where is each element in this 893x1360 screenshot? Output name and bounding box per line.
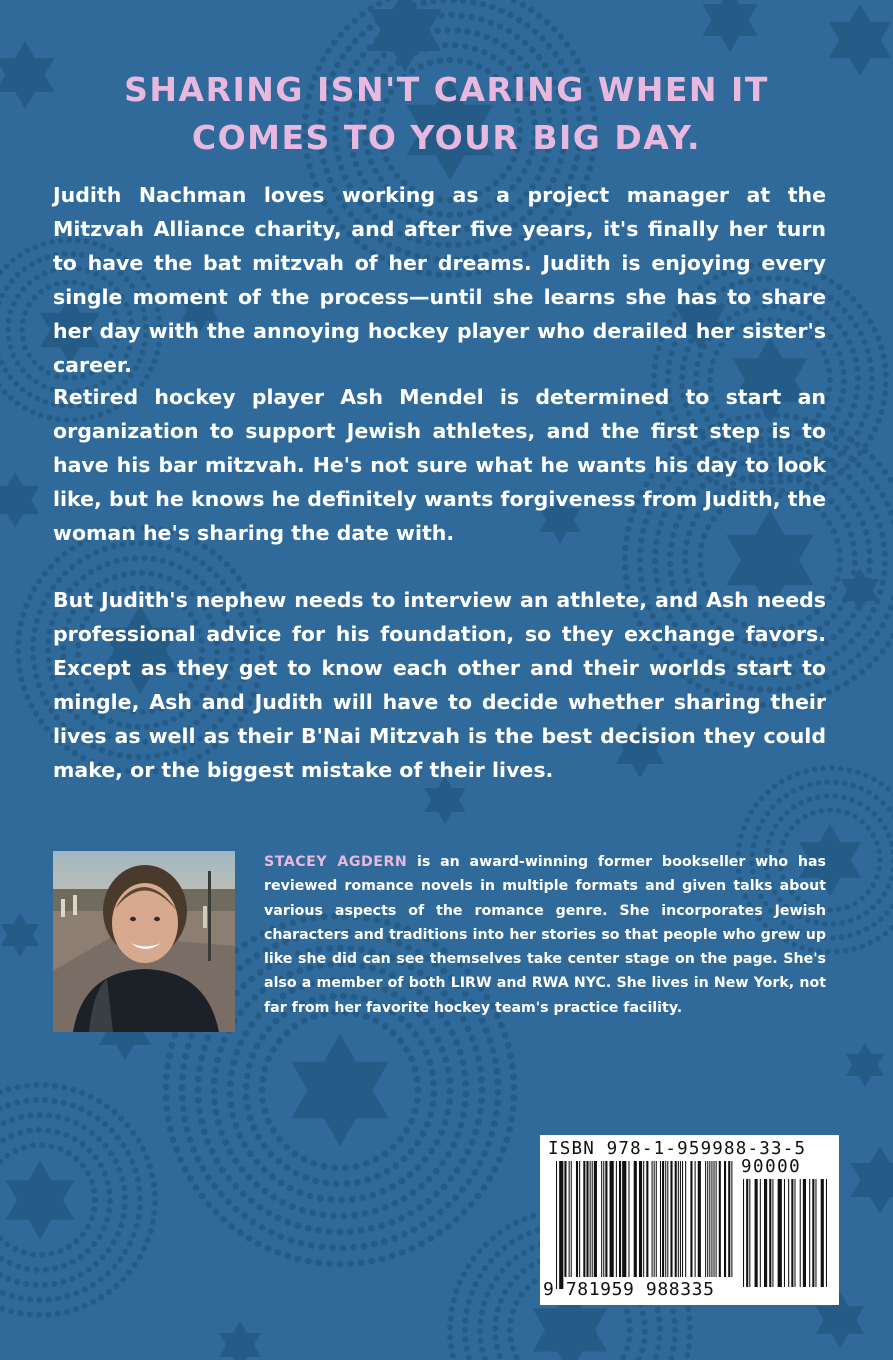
barcode-bar bbox=[728, 1161, 730, 1277]
barcode-bar bbox=[772, 1179, 773, 1287]
barcode-bar bbox=[660, 1161, 661, 1277]
barcode-bar bbox=[639, 1161, 642, 1277]
barcode-bar bbox=[619, 1161, 621, 1277]
barcode-bar bbox=[634, 1161, 637, 1277]
barcode-bar bbox=[743, 1179, 744, 1287]
barcode-bar bbox=[746, 1179, 748, 1287]
barcode-bar bbox=[705, 1161, 706, 1277]
barcode-bar bbox=[769, 1179, 771, 1287]
headline bbox=[40, 66, 853, 162]
barcode-bar bbox=[564, 1161, 566, 1277]
barcode-bar bbox=[559, 1161, 563, 1289]
barcode-bar bbox=[601, 1161, 602, 1277]
barcode-bar bbox=[698, 1161, 701, 1277]
barcode-bar bbox=[590, 1161, 591, 1277]
barcode-bar bbox=[714, 1161, 715, 1277]
barcode-bar bbox=[586, 1161, 588, 1277]
author-bio bbox=[264, 850, 826, 1020]
barcode-bar bbox=[682, 1161, 683, 1277]
barcode-bar bbox=[576, 1161, 578, 1277]
barcode-bar bbox=[724, 1161, 726, 1277]
isbn-barcode bbox=[540, 1135, 839, 1305]
barcode-bar bbox=[603, 1161, 604, 1277]
barcode-bar bbox=[809, 1179, 810, 1287]
barcode-bar bbox=[755, 1179, 758, 1287]
barcode-bar bbox=[646, 1161, 648, 1277]
barcode-bar bbox=[680, 1161, 681, 1277]
barcode-bar bbox=[760, 1179, 761, 1287]
barcode-bar bbox=[803, 1179, 806, 1287]
barcode-bar bbox=[800, 1179, 801, 1287]
blurb-paragraph-3: But Judith's nephew needs to interview an athlete, and Ash needs professional advice for his foundation, so they exchange favors. Except as they get to know each other and their worlds start to mingle, Ash and Judith will have to decide whether sharing their lives as well as their B'Nai Mitzvah is the best decision they could make, or the biggest mistake of their lives. bbox=[53, 588, 826, 782]
barcode-bar bbox=[628, 1161, 629, 1277]
blurb-paragraph-2: Retired hockey player Ash Mendel is determined to start an organization to support Jewish athletes, and the first step is to have his bar mitzvah. He's not sure what he wants his day to look like, but he knows he definitely wants forgiveness from Judith, the woman he's sharing the date with. bbox=[53, 385, 826, 545]
barcode-bar bbox=[571, 1161, 572, 1277]
headline-line-1: SHARING ISN'T CARING WHEN IT bbox=[124, 70, 769, 109]
barcode-bar bbox=[711, 1161, 712, 1277]
barcode-bar bbox=[695, 1161, 696, 1277]
barcode-bar bbox=[654, 1161, 655, 1277]
isbn-label: ISBN 978-1-959988-33-5 bbox=[548, 1139, 807, 1159]
barcode-bar bbox=[826, 1179, 827, 1287]
barcode-bar bbox=[592, 1161, 593, 1277]
barcode-bar bbox=[622, 1161, 626, 1277]
barcode-bar bbox=[656, 1161, 657, 1277]
barcode-bar bbox=[784, 1179, 785, 1287]
barcode-bar bbox=[778, 1179, 782, 1287]
barcode-bar bbox=[719, 1161, 721, 1277]
barcode-bar bbox=[685, 1161, 686, 1277]
barcode-bar bbox=[610, 1161, 614, 1277]
barcode-digits: 9 781959 988335 bbox=[543, 1279, 715, 1300]
barcode-bar bbox=[731, 1161, 732, 1277]
barcode-bar bbox=[665, 1161, 666, 1277]
barcode-bar bbox=[616, 1161, 617, 1277]
barcode-bar bbox=[815, 1179, 816, 1287]
barcode-bar bbox=[794, 1179, 795, 1287]
barcode-bar bbox=[764, 1179, 767, 1287]
barcode-addon-bars bbox=[743, 1179, 831, 1287]
barcode-bar bbox=[643, 1161, 644, 1277]
barcode-bar bbox=[791, 1179, 793, 1287]
headline-line-2: COMES TO YOUR BIG DAY. bbox=[191, 118, 702, 157]
barcode-bar bbox=[594, 1161, 597, 1277]
barcode-bar bbox=[690, 1161, 692, 1277]
barcode-bar bbox=[667, 1161, 668, 1277]
barcode-bar bbox=[709, 1161, 710, 1277]
barcode-bar bbox=[579, 1161, 580, 1277]
barcode-bar bbox=[821, 1179, 824, 1287]
barcode-bar bbox=[556, 1161, 557, 1289]
price-code: 90000 bbox=[741, 1157, 802, 1177]
barcode-bar bbox=[652, 1161, 653, 1277]
barcode-bar bbox=[707, 1161, 708, 1277]
barcode-bar bbox=[583, 1161, 585, 1277]
barcode-bars bbox=[556, 1161, 734, 1289]
barcode-bar bbox=[749, 1179, 750, 1287]
barcode-bar bbox=[716, 1161, 717, 1277]
barcode-bar bbox=[569, 1161, 570, 1277]
barcode-bar bbox=[788, 1179, 789, 1287]
barcode-bar bbox=[605, 1161, 607, 1277]
author-photo bbox=[53, 851, 235, 1032]
author-bio-text: is an award-winning former bookseller who has reviewed romance novels in multiple formats and given talks about various aspects of the romance genre. She incorporates Jewish characters and traditions into her stories so that people who grew up like she did can see themselves take center stage on the page. She's also a member of both LIRW and RWA NYC. She lives in New York, not far from her favorite hockey team's practice facility. bbox=[264, 854, 827, 1016]
barcode-bar bbox=[812, 1179, 814, 1287]
barcode-bar bbox=[670, 1161, 672, 1277]
barcode-bar bbox=[678, 1161, 679, 1277]
blurb-paragraph-1: Judith Nachman loves working as a project manager at the Mitzvah Alliance charity, and after five years, it's finally her turn to have the bat mitzvah of her dreams. Judith is enjoying every single moment of the process—until she learns she has to share her day with the annoying hockey player who derailed her sister's career. bbox=[53, 183, 826, 377]
barcode-bar bbox=[662, 1161, 664, 1277]
author-name: STACEY AGDERN bbox=[264, 854, 408, 870]
barcode-bar bbox=[675, 1161, 677, 1277]
